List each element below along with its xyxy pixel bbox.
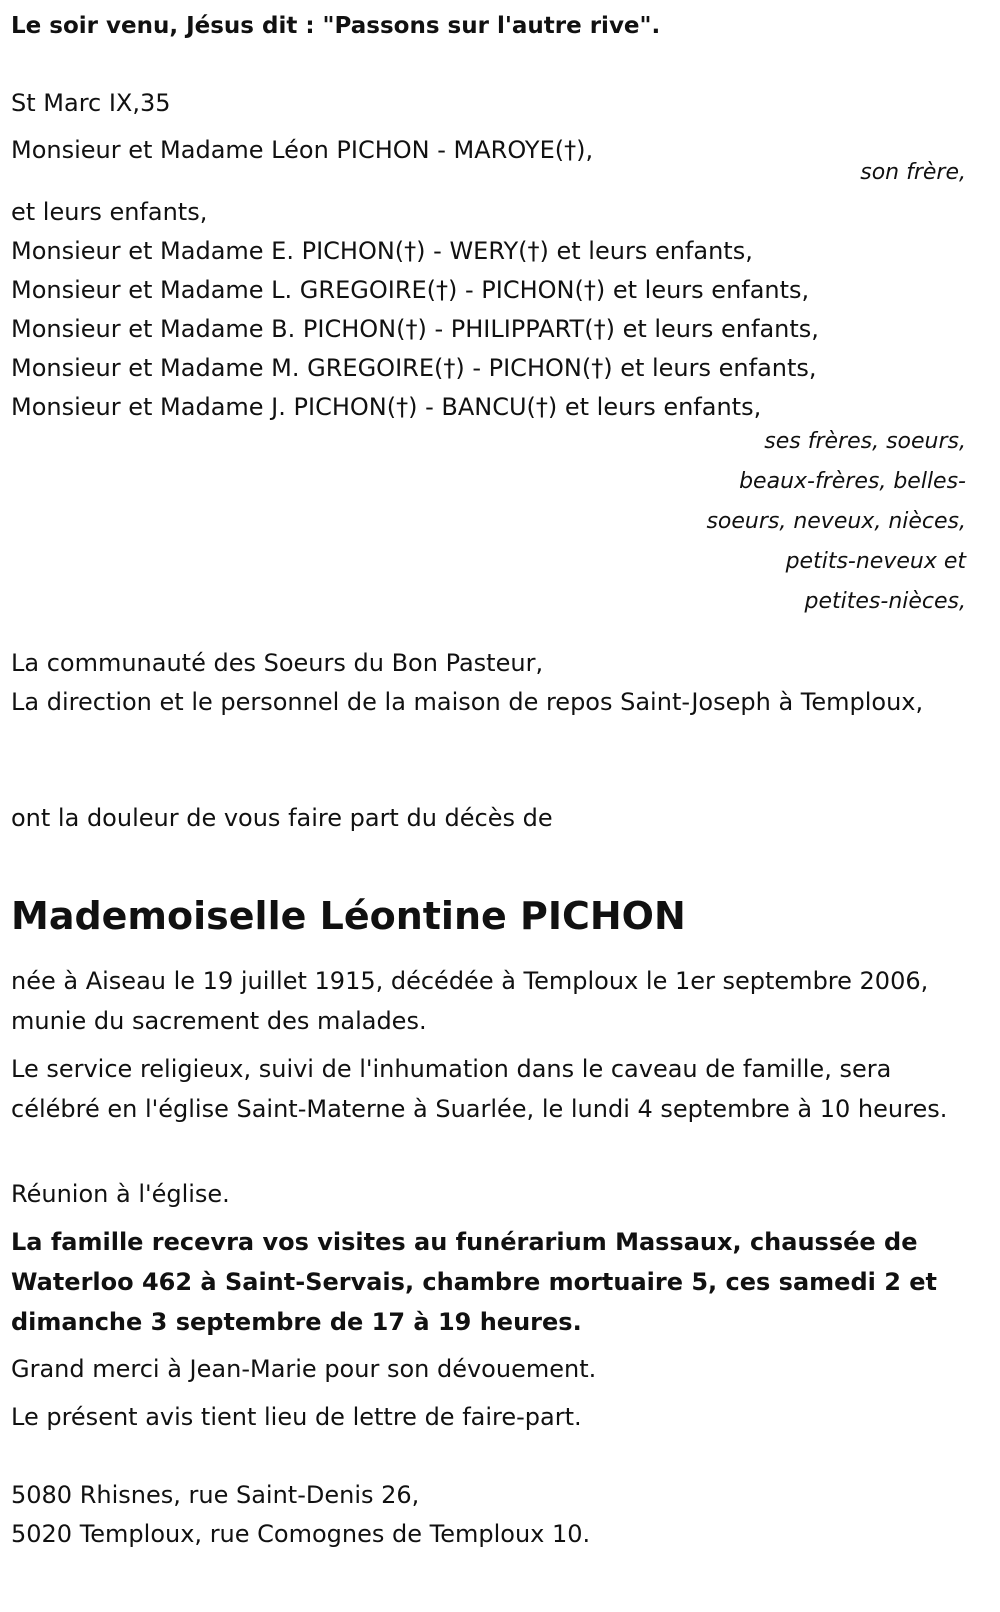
- siblings-relation-note: ses frères, soeurs, beaux-frères, belles-soeurs, neveux, nièces, petits-neveux et petites-nièces,: [706, 429, 966, 614]
- announcement-line: ont la douleur de vous faire part du décès de: [11, 804, 553, 832]
- family-line-1-children: et leurs enfants,: [11, 198, 208, 226]
- scripture-reference: St Marc IX,35: [11, 89, 171, 117]
- scripture-quote: Le soir venu, Jésus dit : "Passons sur l'autre rive".: [11, 13, 661, 39]
- birth-death-details: née à Aiseau le 19 juillet 1915, décédée à Temploux le 1er septembre 2006, munie du sacrement des malades.: [11, 967, 929, 1035]
- direction-line: La direction et le personnel de la maison de repos Saint-Joseph à Temploux,: [11, 688, 924, 716]
- family-line-1: Monsieur et Madame Léon PICHON - MAROYE(†),: [11, 136, 594, 164]
- community-line: La communauté des Soeurs du Bon Pasteur,: [11, 649, 544, 677]
- meeting-place: Réunion à l'église.: [11, 1180, 230, 1208]
- thanks-line: Grand merci à Jean-Marie pour son dévouement.: [11, 1355, 597, 1383]
- address-temploux: 5020 Temploux, rue Comognes de Temploux 10.: [11, 1520, 591, 1548]
- family-line-5: Monsieur et Madame M. GREGOIRE(†) - PICHON(†) et leurs enfants,: [11, 354, 817, 382]
- notice-line: Le présent avis tient lieu de lettre de faire-part.: [11, 1403, 582, 1431]
- address-rhisnes: 5080 Rhisnes, rue Saint-Denis 26,: [11, 1481, 420, 1509]
- visits-details: La famille recevra vos visites au funérarium Massaux, chaussée de Waterloo 462 à Saint-Servais, chambre mortuaire 5, ces samedi 2 et dimanche 3 septembre de 17 à 19 heures.: [11, 1228, 938, 1336]
- brother-relation: son frère,: [860, 160, 966, 185]
- deceased-name: Mademoiselle Léontine PICHON: [11, 894, 686, 938]
- family-line-6: Monsieur et Madame J. PICHON(†) - BANCU(†) et leurs enfants,: [11, 393, 762, 421]
- family-line-3: Monsieur et Madame L. GREGOIRE(†) - PICHON(†) et leurs enfants,: [11, 276, 810, 304]
- family-line-4: Monsieur et Madame B. PICHON(†) - PHILIPPART(†) et leurs enfants,: [11, 315, 819, 343]
- family-line-2: Monsieur et Madame E. PICHON(†) - WERY(†) et leurs enfants,: [11, 237, 753, 265]
- religious-service-details: Le service religieux, suivi de l'inhumation dans le caveau de famille, sera célébré en l'église Saint-Materne à Suarlée, le lundi 4 septembre à 10 heures.: [11, 1055, 948, 1123]
